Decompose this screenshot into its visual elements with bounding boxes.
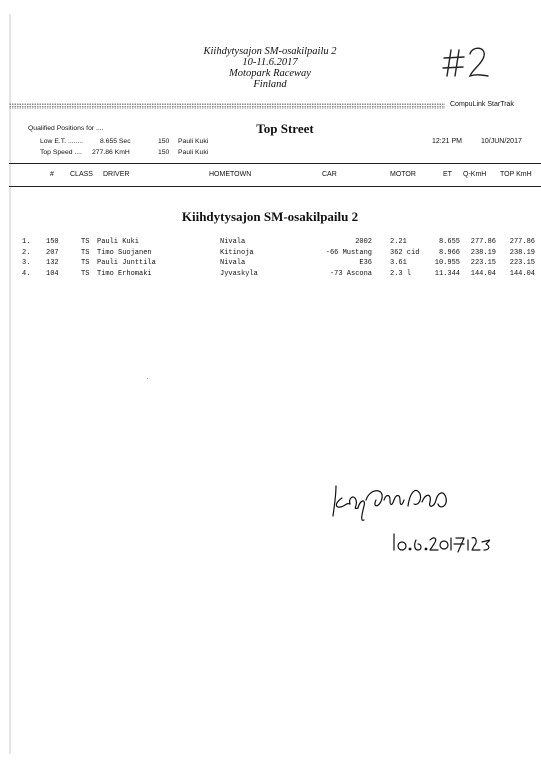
cell-number: 132 (46, 259, 59, 267)
cell-driver: Pauli Kuki (97, 238, 140, 246)
cell-car: -66 Mustang (325, 248, 372, 257)
cell-motor: 2.21 (390, 238, 407, 246)
header-rule-top (9, 163, 541, 164)
page-edge (9, 14, 11, 754)
cell-top-kmh: 277.86 (509, 238, 535, 246)
col-motor: MOTOR (390, 171, 416, 178)
cell-et: 8.966 (438, 248, 460, 257)
cell-position: 1. (22, 238, 31, 246)
cell-motor: 2.3 l (390, 269, 412, 278)
cell-position: 3. (22, 259, 31, 267)
cell-top-kmh: 223.15 (509, 259, 535, 267)
table-row (0, 269, 541, 279)
header-country: Finland (253, 79, 287, 90)
col-et: ET (443, 171, 452, 178)
cell-car: 2002 (355, 238, 372, 246)
qualified-label: Qualified Positions for .... (28, 125, 104, 132)
print-time: 12:21 PM (432, 138, 462, 145)
cell-hometown: Nivala (220, 259, 246, 267)
cell-q-kmh: 223.15 (470, 259, 496, 267)
stipple-divider (9, 103, 445, 109)
cell-class: TS (81, 248, 90, 257)
cell-car: -73 Ascona (329, 269, 372, 278)
cell-driver: Timo Suojanen (97, 248, 152, 257)
event-title: Kiihdytysajon SM-osakilpailu 2 (181, 209, 359, 224)
header-venue: Motopark Raceway (229, 68, 311, 79)
cell-car: E36 (359, 259, 372, 267)
cell-hometown: Kitinoja (220, 248, 254, 257)
low-et-label: Low E.T. ........ (40, 138, 84, 145)
low-et-value: 8.655 Sec (100, 138, 131, 145)
handwritten-signature (330, 480, 490, 560)
top-speed-number: 150 (158, 149, 170, 156)
cell-q-kmh: 238.19 (470, 248, 496, 257)
table-row (0, 248, 541, 258)
cell-class: TS (81, 259, 90, 267)
cell-position: 4. (22, 269, 31, 278)
top-speed-driver: Pauli Kuki (178, 149, 209, 156)
scan-speck (147, 378, 148, 379)
cell-class: TS (81, 269, 90, 278)
cell-driver: Pauli Junttila (97, 259, 156, 267)
col-top-kmh: TOP KmH (500, 171, 532, 178)
col-number: # (50, 171, 54, 178)
table-row (0, 258, 541, 268)
low-et-number: 150 (158, 138, 170, 145)
col-car: CAR (322, 171, 337, 178)
col-class: CLASS (70, 171, 93, 178)
top-speed-value: 277.86 KmH (92, 149, 130, 156)
cell-motor: 3.61 (390, 259, 407, 267)
col-q-kmh: Q-KmH (463, 171, 487, 178)
header-event-name: Kiihdytysajon SM-osakilpailu 2 (203, 46, 337, 57)
top-speed-label: Top Speed .... (40, 149, 82, 156)
cell-number: 104 (46, 269, 59, 278)
cell-top-kmh: 238.19 (509, 248, 535, 257)
cell-et: 11.344 (434, 269, 460, 278)
cell-number: 150 (46, 238, 59, 246)
software-brand: CompuLink StarTrak (450, 101, 514, 108)
handwritten-sheet-number (442, 42, 490, 82)
cell-top-kmh: 144.04 (509, 269, 535, 278)
cell-class: TS (81, 238, 90, 246)
header-rule-bottom (9, 186, 541, 187)
col-driver: DRIVER (103, 171, 130, 178)
col-hometown: HOMETOWN (209, 171, 252, 178)
cell-q-kmh: 144.04 (470, 269, 496, 278)
cell-motor: 362 cid (390, 248, 420, 257)
cell-q-kmh: 277.86 (470, 238, 496, 246)
low-et-driver: Pauli Kuki (178, 138, 209, 145)
print-date: 10/JUN/2017 (481, 138, 522, 145)
cell-driver: Timo Erhomaki (97, 269, 152, 278)
cell-number: 207 (46, 248, 59, 257)
class-title: Top Street (256, 121, 314, 136)
cell-et: 8.655 (438, 238, 460, 246)
cell-position: 2. (22, 248, 31, 257)
header-dates: 10-11.6.2017 (242, 57, 298, 68)
cell-hometown: Jyvaskyla (220, 269, 258, 278)
cell-hometown: Nivala (220, 238, 246, 246)
table-row (0, 237, 541, 247)
cell-et: 10.955 (434, 259, 460, 267)
